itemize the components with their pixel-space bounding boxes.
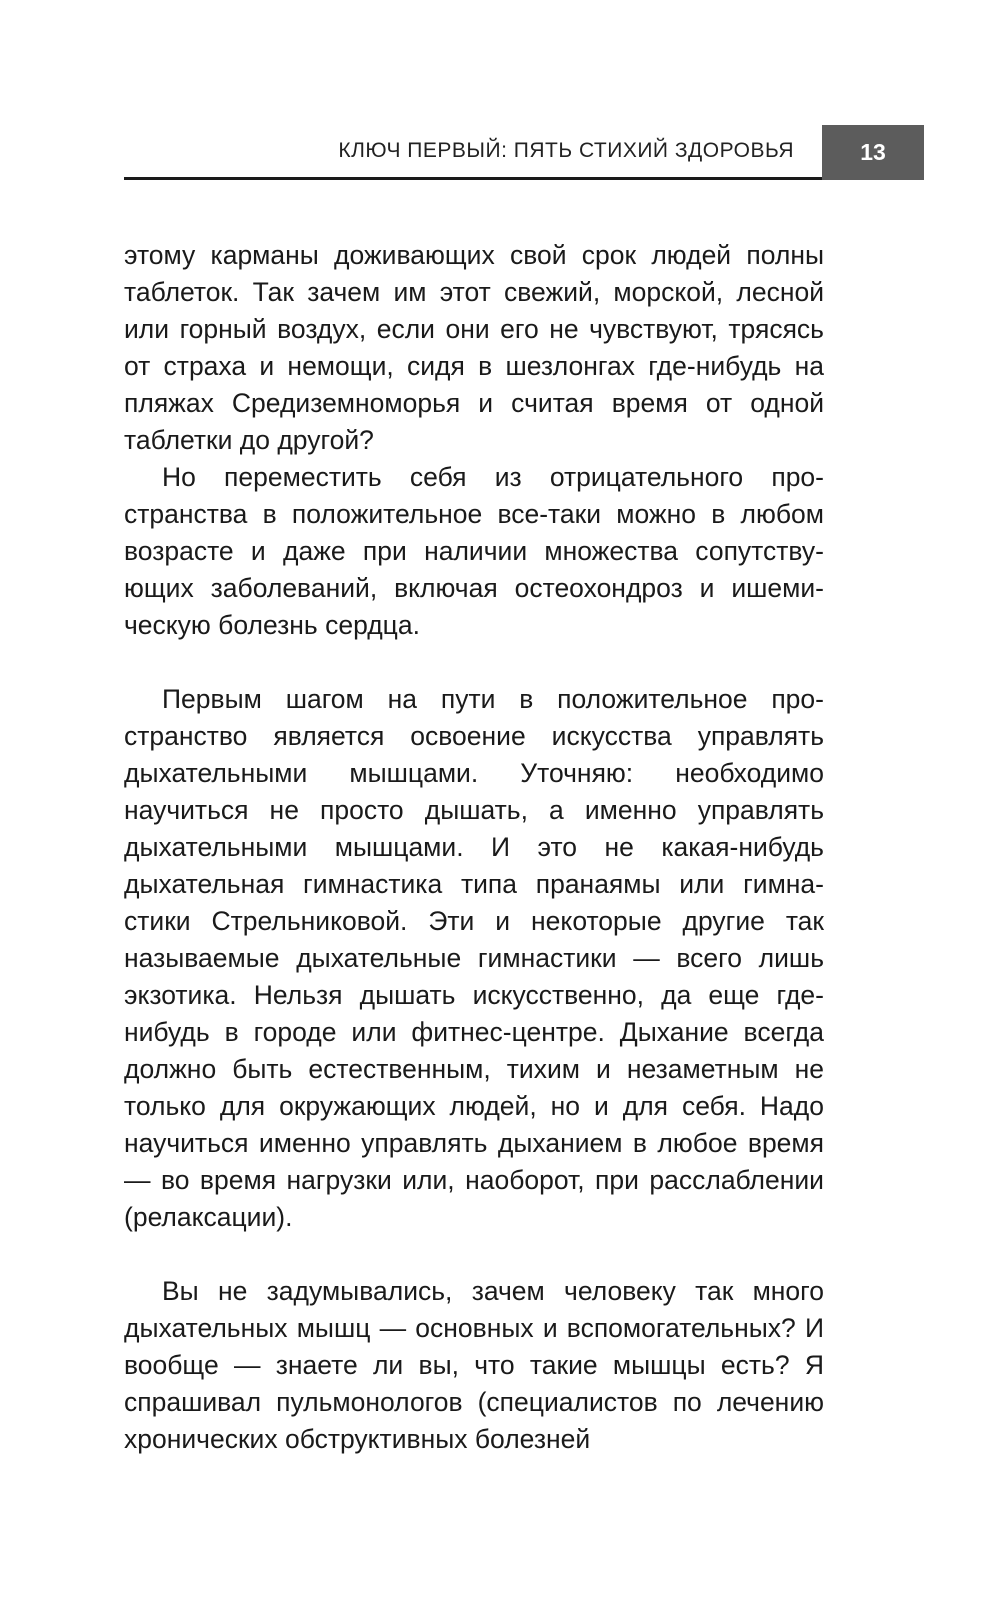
header-rule xyxy=(124,177,822,180)
text-body xyxy=(124,237,824,1458)
paragraph: Вы не задумывались, зачем человеку так много дыхательных мышц — основных и вспомогательных? И вообще — знаете ли вы, что такие мышцы есть? Я спрашивал пульмонологов (специалистов по лечению хронических обструктивных болезней xyxy=(124,1276,824,1454)
page-number: 13 xyxy=(822,125,924,180)
running-title: КЛЮЧ ПЕРВЫЙ: ПЯТЬ СТИХИЙ ЗДОРОВЬЯ xyxy=(338,139,794,162)
paragraph: Но переместить себя из отрицательного пространства в положительное все-таки можно в любом возрасте и даже при наличии множества сопутствующих заболеваний, включая остеохондроз и ишемическую болезнь сердца. xyxy=(124,462,824,640)
paragraph-continued: этому карманы доживающих свой срок людей полны таблеток. Так зачем им этот свежий, морской, лесной или горный воздух, если они его не чувствуют, трясясь от страха и немощи, сидя в шезлонгах где-нибудь на пляжах Средиземноморья и считая время от одной таблетки до другой? xyxy=(124,240,824,455)
page-header xyxy=(124,125,924,179)
paragraph: Первым шагом на пути в положительное пространство является освоение искусства управлять дыхательными мышцами. Уточняю: необходимо научиться не просто дышать, а именно управлять дыхательными мышцами. И это не какая-нибудь дыхательная гимнастика типа пранаямы или гимнастики Стрельниковой. Эти и некоторые другие так называемые дыхательные гимнастики — всего лишь экзотика. Нельзя дышать искусственно, да еще где-нибудь в городе или фитнес-центре. Дыхание всегда должно быть естественным, тихим и незаметным не только для окружающих людей, но и для себя. Надо научиться именно управлять дыханием в любое время — во время нагрузки или, наоборот, при расслаблении (релаксации). xyxy=(124,684,824,1232)
